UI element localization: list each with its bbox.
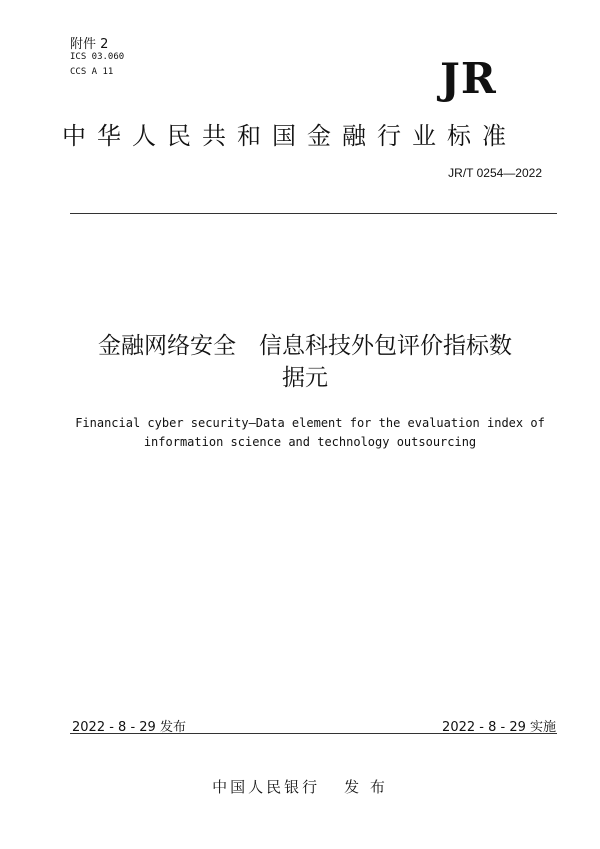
top-divider	[70, 213, 557, 214]
ccs-code: CCS A 11	[70, 67, 114, 77]
industry-standard-title: 中华人民共和国金融行业标准	[62, 122, 517, 150]
english-title	[70, 414, 550, 452]
publish-word: 发 布	[344, 778, 388, 796]
attachment-label: 附件 2	[70, 37, 109, 52]
ics-code: ICS 03.060	[70, 52, 125, 62]
chinese-title	[70, 330, 540, 394]
chinese-title-line-2: 据元	[282, 365, 328, 391]
publisher-name: 中国人民银行	[212, 778, 321, 796]
jr-logo: JR	[440, 54, 497, 103]
issue-date: 2022 - 8 - 29 发布	[72, 720, 186, 735]
publisher-line	[0, 776, 600, 797]
implementation-date: 2022 - 8 - 29 实施	[442, 720, 556, 735]
english-title-line-1: Financial cyber security—Data element for the evaluation index of	[75, 416, 545, 430]
bottom-divider	[70, 733, 557, 734]
standard-number: JR/T 0254—2022	[448, 166, 542, 180]
chinese-title-line-1: 金融网络安全 信息科技外包评价指标数	[98, 333, 512, 359]
english-title-line-2: information science and technology outsourcing	[143, 435, 477, 449]
